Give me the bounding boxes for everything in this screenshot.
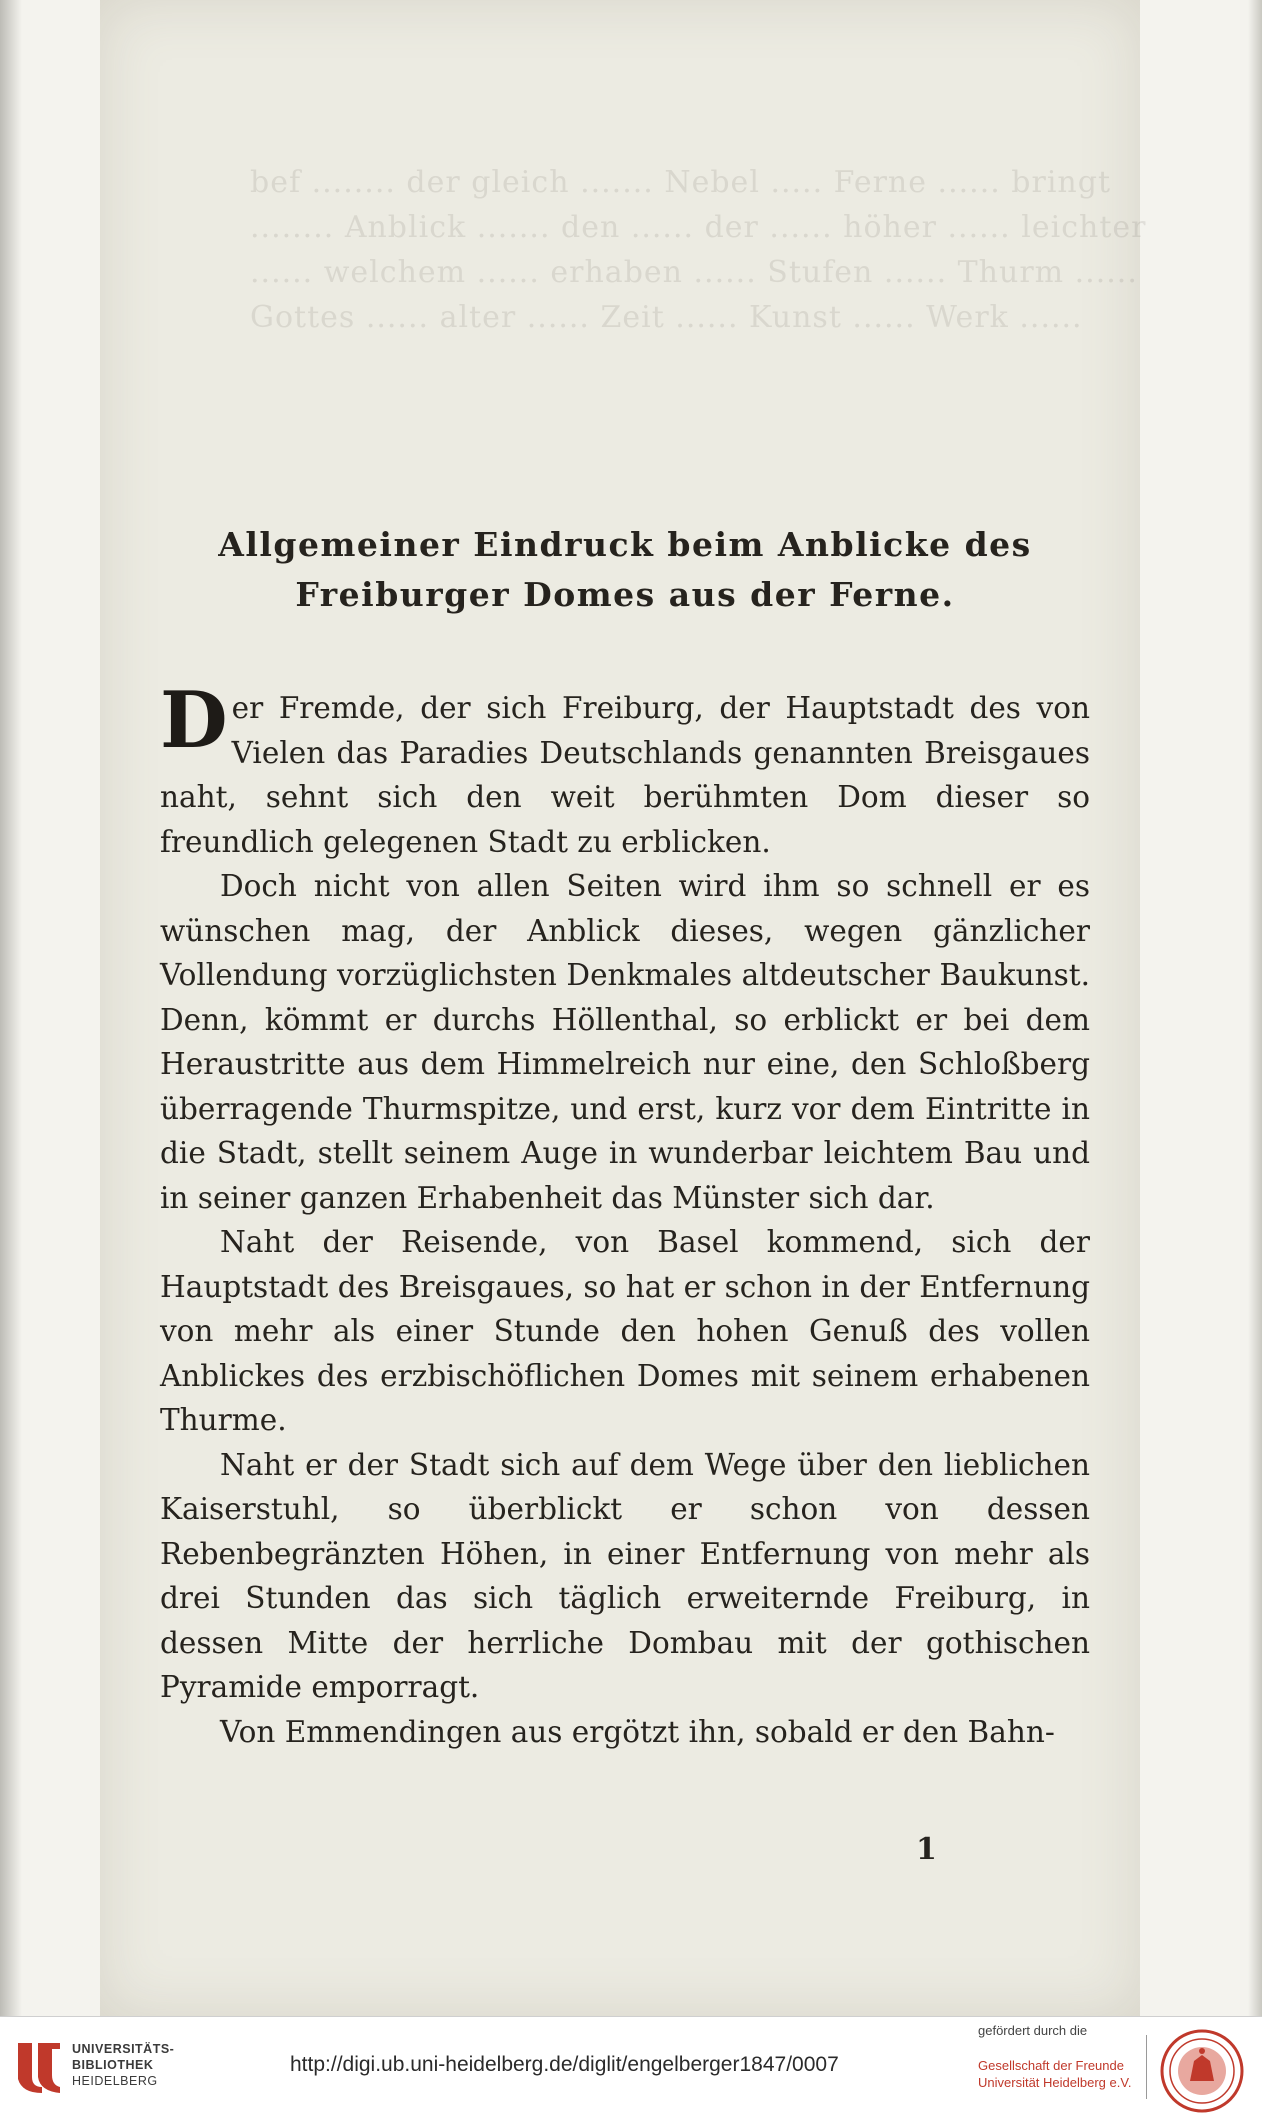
library-name-line-3: HEIDELBERG	[72, 2074, 158, 2088]
paragraph-3: Naht der Reisende, von Basel kommend, sich der Hauptstadt des Breisgaues, so hat er schon in der Entfernung von mehr als einer Stunde den hohen Genuß des vollen Anblickes des erzbischöflichen Domes mit seinem erhabenen Thurme.	[160, 1225, 1090, 1437]
paragraph-1	[160, 675, 1090, 864]
drop-cap: D	[160, 675, 228, 766]
footer-divider	[1146, 2035, 1147, 2099]
scan-edge-left	[0, 0, 22, 2016]
library-name-line-1: UNIVERSITÄTS-	[72, 2042, 175, 2056]
library-name	[72, 2041, 174, 2089]
heading-line-2: Freiburger Domes aus der Ferne.	[295, 575, 955, 614]
chapter-heading	[160, 520, 1090, 620]
paragraph-1-text: er Fremde, der sich Freiburg, der Hauptstadt des von Vielen das Paradies Deutschlands genannten Breisgaues naht, sehnt sich den weit berühmten Dom dieser so freundlich gelegenen Stadt zu erblicken.	[160, 691, 1090, 859]
university-seal-icon	[1160, 2029, 1244, 2113]
sponsor-name[interactable]	[978, 2057, 1131, 2091]
permalink-url[interactable]: http://digi.ub.uni-heidelberg.de/diglit/engelberger1847/0007	[290, 2053, 839, 2076]
paragraph-5: Von Emmendingen aus ergötzt ihn, sobald er den Bahn-	[220, 1714, 1055, 1749]
viewer-footer	[0, 2016, 1262, 2113]
support-label: gefördert durch die	[978, 2023, 1088, 2038]
sponsor-line-1: Gesellschaft der Freunde	[978, 2058, 1124, 2073]
ub-heidelberg-logo-icon	[12, 2037, 66, 2095]
paragraph-2: Doch nicht von allen Seiten wird ihm so schnell er es wünschen mag, der Anblick dieses, wegen gänzlicher Vollendung vorzüglichsten Denkmales altdeutscher Baukunst. Denn, kömmt er durchs Höllenthal, so erblickt er bei dem Heraustritte aus dem Himmelreich nur eine, den Schloßberg überragende Thurmspitze, und erst, kurz vor dem Eintritte in die Stadt, stellt seinem Auge in wunderbar leichtem Bau und in seiner ganzen Erhabenheit das Münster sich dar.	[160, 869, 1090, 1215]
sponsor-line-2: Universität Heidelberg e.V.	[978, 2075, 1132, 2090]
heading-line-1: Allgemeiner Eindruck beim Anblicke des	[218, 525, 1032, 564]
scan-edge-right	[1248, 0, 1262, 2016]
bleed-through-texture: bef ........ der gleich ....... Nebel ..... Ferne ...... bringt ........ Anblick ....... den ...... der ...... höher ...... leichter ...... welchem ...... erhaben ...... Stufen ...... Thurm ...... Gottes ...... alter ...... Zeit ...... Kunst ...... Werk ......	[250, 165, 1147, 335]
paragraph-4: Naht er der Stadt sich auf dem Wege über den lieblichen Kaiserstuhl, so überblickt er schon von dessen Rebenbegränzten Höhen, in einer Entfernung von mehr als drei Stunden das sich täglich erweiternde Freiburg, in dessen Mitte der herrliche Dombau mit der gothischen Pyramide emporragt.	[160, 1447, 1090, 1704]
library-name-line-2: BIBLIOTHEK	[72, 2058, 154, 2072]
body-text	[160, 675, 1090, 1754]
page-content	[160, 520, 1090, 1754]
page-number: 1	[916, 1832, 937, 1867]
